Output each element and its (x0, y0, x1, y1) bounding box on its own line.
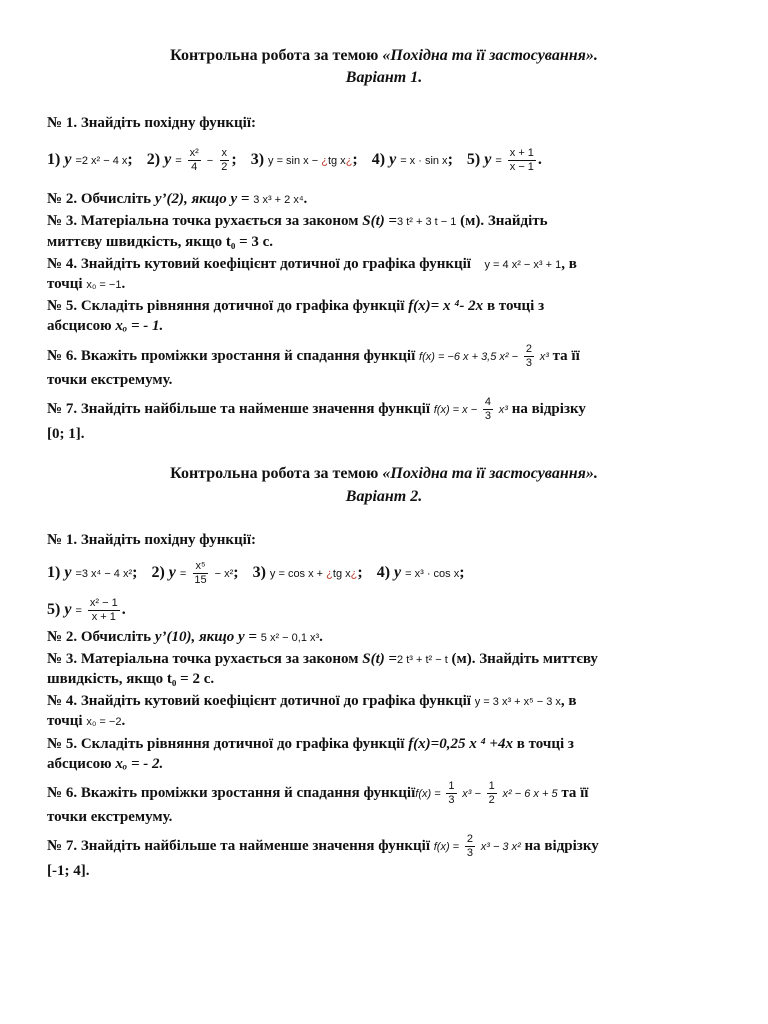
v2-task1-items: 1) y =3 x⁴ − 4 x²; 2) y = $\frac{\text{x⁵}}{15}$ − x²; 3) y = cos x + ¿tg x¿; 4) y = x³ · cos x; (47, 560, 465, 586)
v1-task1-label: № 1. Знайдіть похідну функції: (47, 115, 257, 131)
v2-task7-line2: [-1; 4]. (47, 863, 90, 879)
v1-task1-items: 1) y =2 x² − 4 x; 2) y = $\frac{\text{x²}}{4}$ − $\frac{x}{2}$ ; 3) y = sin x − ¿tg x¿; 4) y = x · sin x; 5) y = $\frac{x + 1}{x - 1}$ . (47, 147, 542, 173)
v1-task2: № 2. Обчисліть y’(2), якщо y = 3 x³ + 2 x⁴. (47, 191, 308, 207)
v1-t1-frac2: $\frac{x}{2}$ (221, 147, 228, 173)
v1-heading (0, 45, 768, 67)
v1-t1-frac3: $\frac{x + 1}{x - 1}$ (509, 147, 534, 173)
v2-task6: № 6. Вкажіть проміжки зростання й спадання функціїf(x) = $\frac{1}{3}$ x³ − $\frac{1}{2}$ x² − 6 x + 5 та її (47, 780, 589, 806)
v2-task2: № 2. Обчисліть y’(10), якщо y = 5 x² − 0,1 x³. (47, 629, 323, 645)
v2-task7: № 7. Знайдіть найбільше та найменше значення функції f(x) = $\frac{2}{3}$ x³ − 3 x² на відрізку (47, 833, 599, 859)
v2-task4-line2: точці x₀ = −2. (47, 713, 126, 729)
v1-task5: № 5. Складіть рівняння дотичної до графіка функції f(x)= x ⁴- 2x в точці з (47, 298, 545, 314)
v2-task3-line2: швидкість, якщо t₀ = 2 с. (47, 671, 215, 687)
v1-task7-line2: [0; 1]. (47, 426, 85, 442)
v2-task1-item5: 5) y = $\frac{\text{x² − 1}}{x + 1}$ . (47, 597, 126, 623)
v2-task1-label: № 1. Знайдіть похідну функції: (47, 532, 257, 548)
v1-task7: № 7. Знайдіть найбільше та найменше значення функції f(x) = x − $\frac{4}{3}$ x³ на відрізку (47, 396, 586, 422)
v2-heading (0, 463, 768, 485)
v1-task4: № 4. Знайдіть кутовий коефіцієнт дотичної до графіка функції y = 4 x² − x³ + 1, в (47, 256, 577, 272)
v1-task5-line2: абсцисою xₒ = - 1. (47, 318, 164, 334)
v2-task5: № 5. Складіть рівняння дотичної до графіка функції f(x)=0,25 x ⁴ +4x в точці з (47, 736, 574, 752)
v2-task4: № 4. Знайдіть кутовий коефіцієнт дотичної до графіка функції y = 3 x³ + x⁵ − 3 x, в (47, 693, 577, 709)
v2-task5-line2: абсцисою xₒ = - 2. (47, 756, 164, 772)
v2-task3: № 3. Матеріальна точка рухається за законом S(t) =2 t³ + t² − t (м). Знайдіть миттєву (47, 651, 598, 667)
v1-variant: Варіант 1. (345, 69, 423, 86)
v1-task6-line2: точки екстремуму. (47, 372, 173, 388)
v1-task4-line2: точці x₀ = −1. (47, 276, 126, 292)
v1-task3: № 3. Матеріальна точка рухається за законом S(t) =3 t² + 3 t − 1 (м). Знайдіть (47, 213, 548, 229)
v2-title: Контрольна робота за темою (170, 465, 379, 482)
v2-variant: Варіант 2. (345, 488, 423, 505)
v2-task6-line2: точки екстремуму. (47, 809, 173, 825)
v1-task3-line2: миттєву швидкість, якщо t₀ = 3 с. (47, 234, 274, 250)
v2-topic: «Похідна та її застосування». (382, 465, 598, 482)
v1-task6: № 6. Вкажіть проміжки зростання й спадання функції f(x) = −6 x + 3,5 x² − $\frac{2}{3}$ x³ та її (47, 343, 580, 369)
v1-topic: «Похідна та її застосування». (382, 47, 598, 64)
v1-title: Контрольна робота за темою (170, 47, 379, 64)
v1-t1-frac1: $\frac{\text{x²}}{4}$ (189, 147, 199, 173)
